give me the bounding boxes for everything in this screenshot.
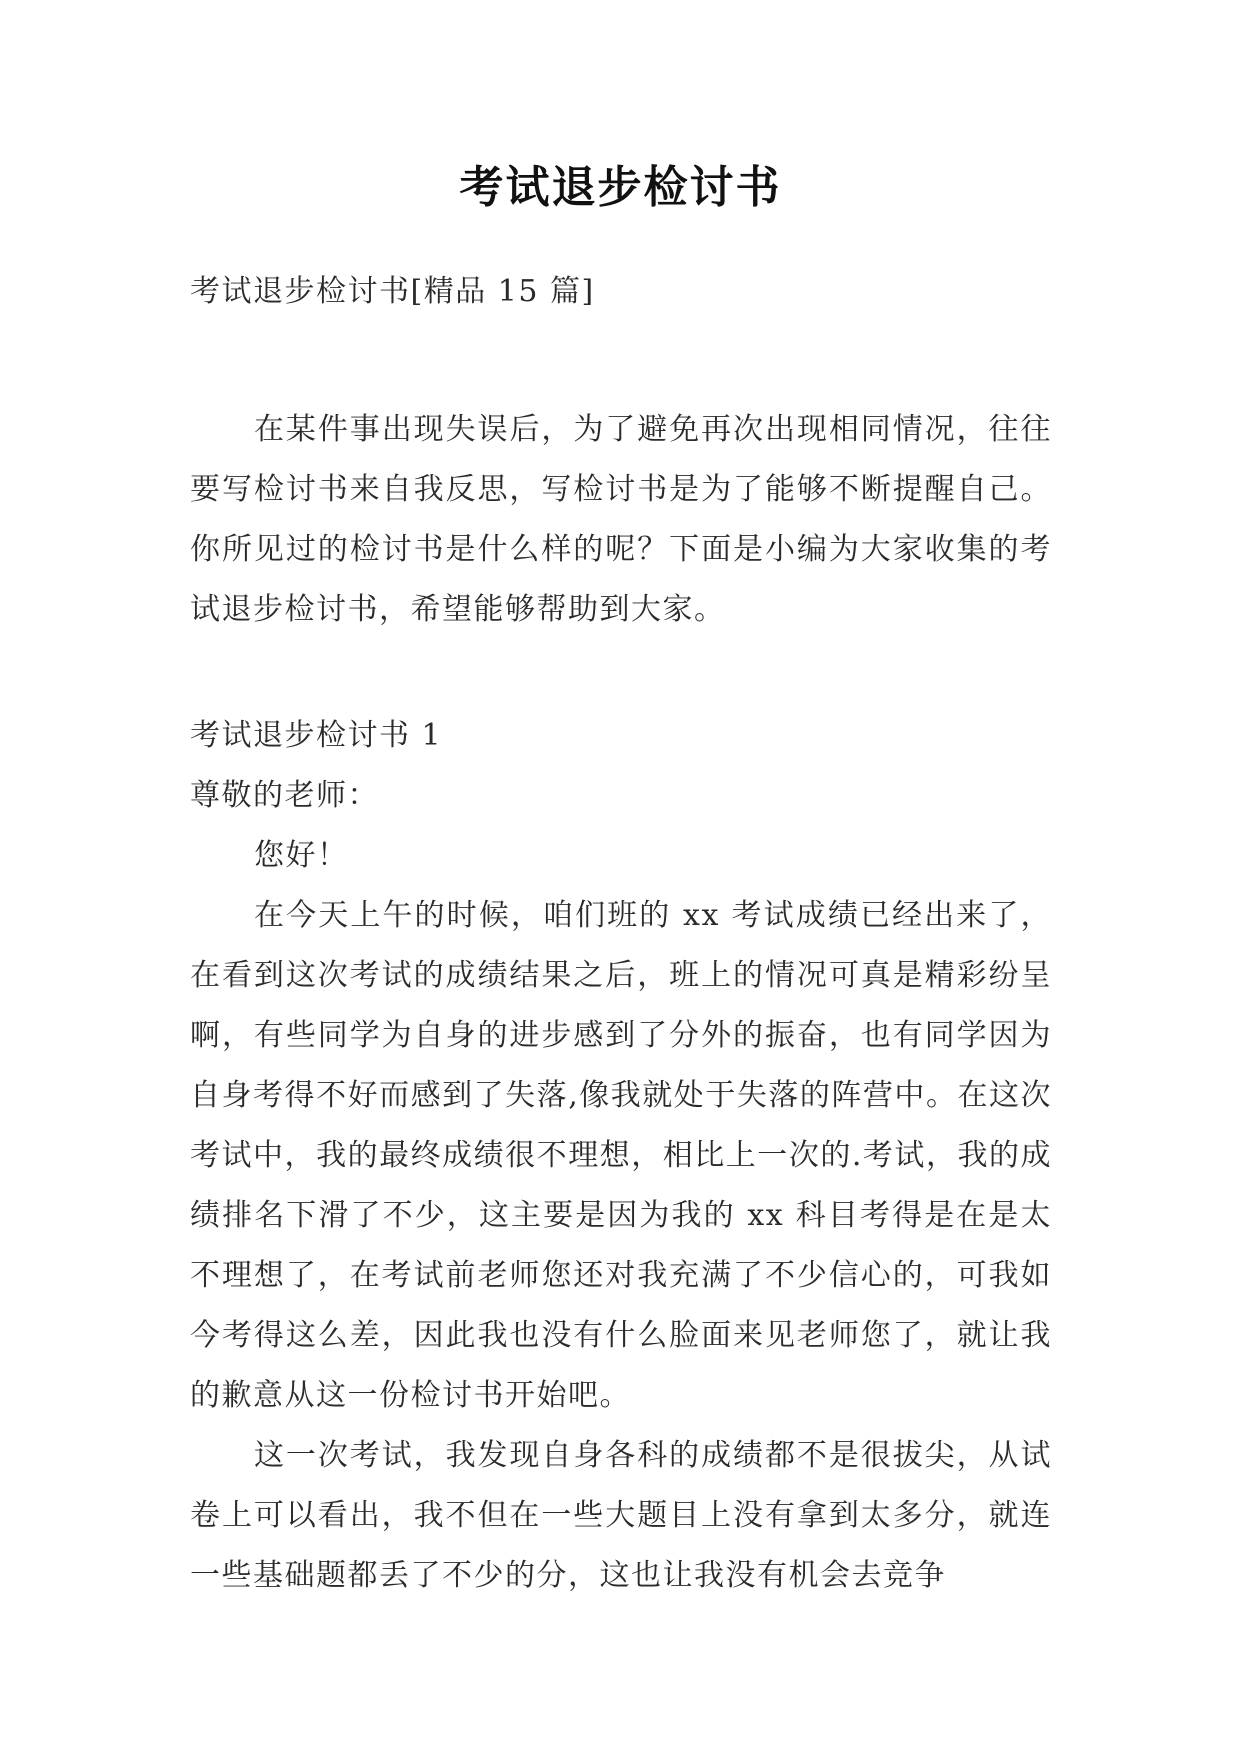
greeting: 您好！ [254, 838, 349, 873]
intro-paragraph: 在某件事出现失误后，为了避免再次出现相同情况，往往要写检讨书来自我反思，写检讨书是为了能够不断提醒自己。你所见过的检讨书是什么样的呢？下面是小编为大家收集的考试退步检讨书，希望能够帮助到大家。 [190, 412, 1052, 627]
section-heading: 考试退步检讨书 1 [190, 718, 443, 753]
body-paragraph: 在今天上午的时候，咱们班的 xx 考试成绩已经出来了，在看到这次考试的成绩结果之后，班上的情况可真是精彩纷呈啊，有些同学为自身的进步感到了分外的振奋，也有同学因为自身考得不好而感到了失落,像我就处于失落的阵营中。在这次考试中，我的最终成绩很不理想，相比上一次的.考试，我的成绩排名下滑了不少，这主要是因为我的 xx 科目考得是在是太不理想了，在考试前老师您还对我充满了不少信心的，可我如今考得这么差，因此我也没有什么脸面来见老师您了，就让我的歉意从这一份检讨书开始吧。 [190, 898, 1052, 1413]
document-title: 考试退步检讨书 [459, 162, 782, 213]
body-paragraph: 这一次考试，我发现自身各科的成绩都不是很拔尖，从试卷上可以看出，我不但在一些大题目上没有拿到太多分，就连一些基础题都丢了不少的分，这也让我没有机会去竞争 [190, 1438, 1052, 1593]
salutation: 尊敬的老师： [190, 778, 379, 813]
document-subtitle [190, 262, 1052, 322]
intro-section [190, 400, 1052, 640]
section-1 [190, 706, 1052, 1606]
subtitle-text: 考试退步检讨书[精品 15 篇] [190, 274, 595, 309]
